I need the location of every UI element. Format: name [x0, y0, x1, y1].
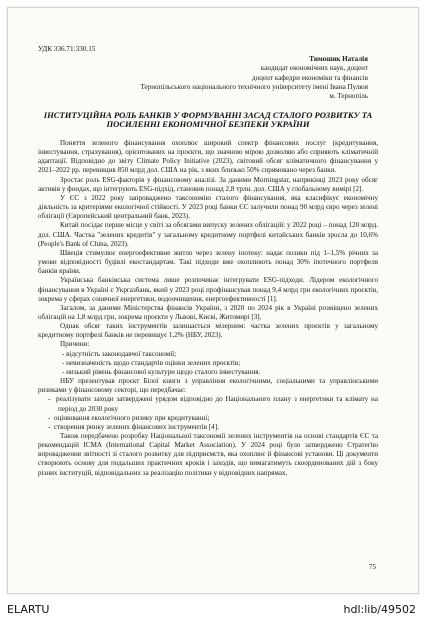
paragraph: Поняття зеленого фінансування охоплює широкий спектр фінансових послуг (кредитування, інвестування, страхування), орієнтованих на проєкти, що значною мірою дозволяю або сприяють кліматичній адаптації. Відповідно до звіту Climate Policy Initiative (2023), світовий обсяг кліматичного фінансування у 2021–2022 рр. перевищив 850 млрд дол. США на рік, з яких близько 50% спрямовано через банки. — [38, 139, 378, 175]
footer-handle: hdl:lib/49502 — [343, 603, 416, 616]
paragraph: Китай посідає перше місце у світі за обсягами випуску зелених облігацій: у 2022 році – понад 120 млрд. дол. США. Частка "зелених кредитів" у загальному кредитному портфелі китайських банків зросла до 10,6% (People's Bank of China, 2023). — [38, 221, 378, 248]
list-item: - низький рівень фінансової культури щодо сталого інвестування. — [62, 367, 261, 376]
paragraph: Також передбачено розробку Національної таксономії зелених інструментів на основі стандартів ЄС та рекомендацій ICMA (International Capital Market Association). У 2024 році було затверджено Стратегію впровадження звітності зі сталого розвитку для підприємств, яка охоплює й фінансові установи. Ці документи створюють основу для подальших практичних кроків і заходів, що вимагатимуть скоординованих дій з боку різних інституцій, відповідальних за реалізацію політики у відповідних напрямах. — [38, 432, 378, 477]
list-item: - реалізувати заходи затверджені урядом відповідно до Національного плану з енергетики та клімату на період до 2030 року — [48, 395, 378, 413]
paragraph: У ЄС з 2022 року запроваджено таксономію сталого фінансування, яка класифікує економічну діяльність за критеріями екологічної стійкості. У 2023 році банки ЄС залучили понад 90 млрд євро через зелені облігації (Європейський центральний банк, 2023). — [38, 193, 378, 221]
paragraph: Українська банківська система лише розпочинає інтегрувати ESG-підходи. Лідером екологічного фінансування в Україні є Укргазбанк, який у 2023 році профінансував понад 9,4 млрд грн екологічних проєктів, зокрема у сферах сонячної енергетики, водоочищення, енергоефективності [1]. — [38, 276, 378, 303]
document-page — [7, 7, 419, 594]
list-item: - оцінювання екологічного ризику при кредитуванні; — [48, 413, 210, 422]
list-item: - невизначеність щодо стандартів оцінки зелених проєктів; — [62, 358, 241, 367]
paragraph: Загалом, за даними Міністерства фінансів України, з 2020 по 2024 рік в Україні розміщено зелених облігацій на 1,8 млрд грн, зокрема проєкти у Львові, Києві, Житомирі [3]. — [38, 303, 378, 321]
reasons-list — [38, 350, 378, 377]
measures-list — [38, 395, 378, 432]
author-university: Тернопільського національного технічного університету імені Івана Пулюя — [140, 82, 368, 91]
paragraph: НБУ презентував проєкт Білої книги з управління екологічними, соціальними та управлінськими ризиками у фінансовому секторі, що передбачає: — [38, 377, 378, 395]
paragraph: Швеція стимулює енергоефективне житло через зелену іпотеку: надає позики під 1–1,5% річних за умови відповідності будівлі екостандартам. Такі підходи вже охоплюють понад 30% іпотечного портфеля банків країни. — [38, 248, 378, 276]
udk-code: УДК 336.71:330.15 — [38, 45, 96, 53]
author-position: доцент кафедри економіки та фінансів — [252, 73, 368, 82]
page-number: 75 — [368, 563, 376, 571]
list-item: - створення ринку зелених фінансових інструментів [4]. — [48, 422, 219, 431]
footer-bar — [0, 600, 424, 620]
list-item: - відсутність законодавчої таксономії; — [62, 349, 177, 358]
paper-body — [38, 139, 378, 478]
paragraph: Причини: — [60, 340, 90, 349]
author-degree: кандидат економічних наук, доцент — [260, 64, 368, 73]
paragraph: Зростає роль ESG-факторів у фінансовому аналізі. За даними Morningstar, наприкінці 2023 року обсяг активів у фондах, що інтегрують ESG-підхід, становив понад 2,8 трлн. дол. США у глобальному вимірі [2]. — [38, 175, 378, 193]
author-block — [140, 55, 368, 101]
paper-title: ІНСТИТУЦІЙНА РОЛЬ БАНКІВ У ФОРМУВАННІ ЗАСАД СТАЛОГО РОЗВИТКУ ТА ПОСИЛЕННІ ЕКОНОМІЧНОЇ БЕЗПЕКИ УКРАЇНИ — [43, 110, 373, 130]
footer-repository: ELARTU — [7, 603, 50, 616]
paragraph: Однак обсяг таких інструментів залишається мізерним: частка зелених проєктів у загальному кредитному портфелі банків не перевищує 1,2% (НБУ, 2023). — [38, 322, 378, 340]
author-city: м. Тернопіль — [329, 92, 368, 101]
author-name: Тимошик Наталія — [309, 55, 368, 63]
